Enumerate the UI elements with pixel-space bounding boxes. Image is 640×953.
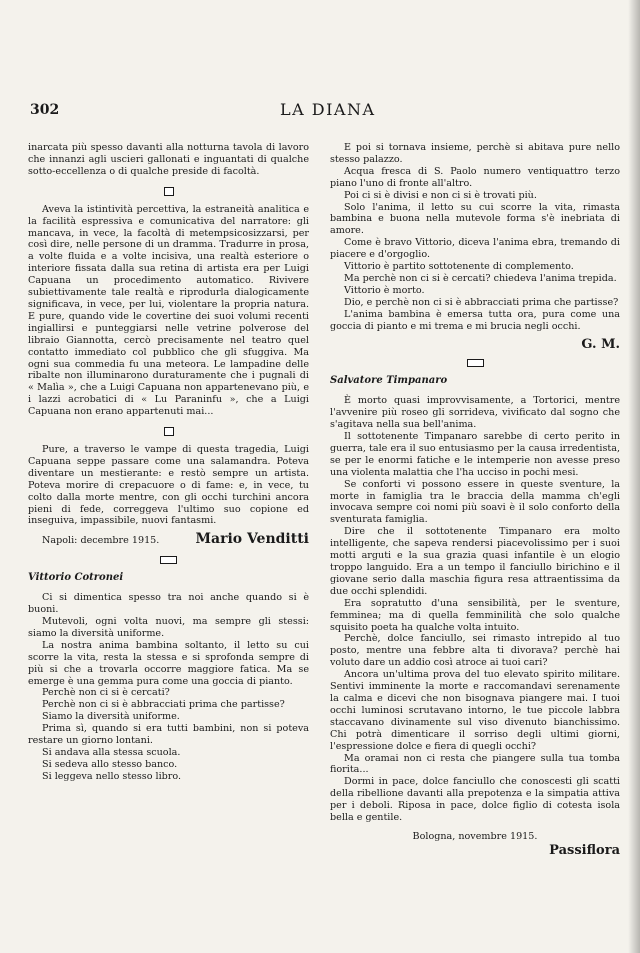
right-column — [330, 142, 620, 857]
paragraph: E poi si tornava insieme, perchè si abitava pure nello stesso palazzo. — [330, 142, 620, 165]
page-number: 302 — [30, 102, 60, 118]
section-divider-icon — [164, 427, 174, 436]
paragraph: Solo l'anima, il letto su cui scorre la vita, rimasta bambina e buona nella mutevole forma s'è inebriata di amore. — [330, 201, 620, 237]
paragraph: Ma perchè non ci si è cercati? chiedeva l'anima trepida. — [344, 272, 617, 284]
verse-line: Siamo la diversità uniforme. — [42, 711, 180, 723]
author-signature: Mario Venditti — [195, 531, 309, 548]
page-edge-shadow — [628, 0, 640, 953]
author-signature: G. M. — [581, 336, 620, 352]
paragraph: È morto quasi improvvisamente, a Tortorici, mentre l'avvenire più roseo gli sorrideva, vivificato dal sogno che s'agitava nella sua bell'anima. — [330, 395, 620, 431]
verse-line: Si andava alla stessa scuola. — [42, 746, 181, 758]
paragraph: Prima sì, quando si era tutti bambini, non si poteva restare un giorno lontani. — [28, 723, 309, 747]
paragraph: Ancora un'ultima prova del tuo elevato spirito militare. Sentivi imminente la morte e raccomandavi serenamente la calma e dicevi che non bisognava piangere mai. I tuoi occhi luminosi scrutavano intorno, le tue piccole labbra staccavano divinamente sul viso divenuto bianchissimo. Chi potrà dimenticare il sorriso degli ultimi giorni, l'espressione dolce e fiera di quegli occhi? — [330, 669, 620, 752]
paragraph: Come è bravo Vittorio, diceva l'anima ebra, tremando di piacere e d'orgoglio. — [330, 237, 620, 261]
paragraph: Se conforti vi possono essere in queste sventure, la morte in famiglia tra le braccia della mamma ch'egli invocava sempre coi nomi più soavi è il solo conforto della sventurata famiglia. — [330, 478, 620, 526]
left-column — [28, 142, 309, 783]
paragraph: Il sottotenente Timpanaro sarebbe di certo perito in guerra, tale era il suo entusiasmo per la causa irredentista, se per le enormi fatiche e le intemperie non avesse preso una violenta malattia che l'ha ucciso in pochi mesi. — [330, 431, 620, 478]
paragraph: La nostra anima bambina soltanto, il letto su cui scorre la vita, resta la stessa e si sprofonda sempre di più si che a trovarla occorre maggiore fatica. Ma se emerge è una gemma pura come una goccia di pianto. — [28, 639, 309, 687]
paragraph: Aveva la istintività percettiva, la estraneità analitica e la facilità espressiva e comunicativa del narratore: gli mancava, in vece, la facoltà di metempsicosizzarsi, per così dire, nelle persone di un dramma. Tradurre in prosa, a volte fluida e a volte incisiva, una realtà esteriore o interiore fissata dalla sua retina di artista era per Luigi Capuana un procedimento automatico. Rivivere subiettivamente tale realtà e riprodurla dialogicamente significava, in vece, per lui, violentare la propria natura. E pure, quando vide le covertine dei suoi volumi recenti ingiallirsi e punteggiarsi nelle vetrine polverose del libraio Giannotta, cercò precisamente nel teatro quel contatto immediato col pubblico che gli sfuggiva. Ma ogni sua commedia fu una meteora. Le lampadine delle ribalte non illuminarono duraturamente che i pugnali di « Malìa », che a Luigi Capuana non appartenevano più, e i lazzi acrobatici di « Lu Paraninfu », che a Luigi Capuana non erano appartenuti mai... — [28, 203, 309, 418]
page-header — [0, 100, 640, 124]
verse-line: Si leggeva nello stesso libro. — [42, 770, 182, 782]
section-title: Salvatore Timpanaro — [330, 375, 448, 387]
section-title: Vittorio Cotronei — [28, 572, 124, 584]
paragraph: Mutevoli, ogni volta nuovi, ma sempre gli stessi: siamo la diversità uniforme. — [28, 616, 309, 639]
article-dateline — [28, 531, 309, 548]
paragraph: Dormi in pace, dolce fanciullo che conoscesti gli scatti della ribellione davanti alla prepotenza e la simpatia attiva per i deboli. Riposa in pace, dolce figlio di cotesta isola bella e gentile. — [330, 776, 620, 824]
paragraph: L'anima bambina è emersa tutta ora, pura come una goccia di pianto e mi trema e mi brucia negli occhi. — [330, 308, 620, 332]
author-signature: Passiflora — [549, 842, 620, 858]
verse-line: Perchè non ci si è cercati? — [42, 687, 170, 699]
paragraph: Vittorio è partito sottotenente di complemento. — [344, 261, 574, 273]
paragraph: Vittorio è morto. — [344, 284, 425, 296]
section-divider-icon — [164, 187, 174, 196]
paragraph: Poi ci si è divisi e non ci si è trovati più. — [344, 189, 537, 201]
paragraph: Pure, a traverso le vampe di questa tragedia, Luigi Capuana seppe passare come una salamandra. Poteva diventare un mestierante: e restò sempre un artista. Poteva morire di crepacuore o di fame: e, in vece, tu colto dalla morte mentre, con gli occhi turchini ancora pieni di fede, correggeva l'ultimo suo copione ed inseguiva, impassibile, nuovi fantasmi. — [28, 444, 309, 527]
section-divider-icon — [467, 359, 484, 367]
date-place: Napoli: decembre 1915. — [42, 535, 160, 547]
paragraph: Ci si dimentica spesso tra noi anche quando si è buoni. — [28, 592, 309, 616]
section-divider-icon — [160, 556, 177, 564]
date-place: Bologna, novembre 1915. — [412, 830, 538, 842]
paragraph: Perchè, dolce fanciullo, sei rimasto intrepido al tuo posto, mentre una febbre alta ti divorava? perchè hai voluto dare un addio così atroce ai tuoi cari? — [330, 633, 620, 669]
paragraph: Era sopratutto d'una sensibilità, per le sventure, femminea; ma di quella femminilità che solo qualche squisito poeta ha qualche volta intuito. — [330, 597, 620, 633]
paragraph: Dire che il sottotenente Timpanaro era molto intelligente, che sapeva rendersi piacevolissimo per i suoi motti arguti e la sua grazia quasi infantile è un elogio troppo languido. Era a un tempo il fanciullo birichino e il giovane serio dalla maschia figura resa attraentissima da due occhi splendidi. — [330, 526, 620, 597]
journal-title: LA DIANA — [280, 100, 376, 119]
paragraph: Ma oramai non ci resta che piangere sulla tua tomba fiorita... — [330, 752, 620, 776]
paragraph: inarcata più spesso davanti alla notturna tavola di lavoro che innanzi agli uscieri gallonati e inguantati di qualche sotto-eccellenza o di qualche preside di facoltà. — [28, 142, 309, 177]
verse-line: Si sedeva allo stesso banco. — [42, 758, 178, 770]
verse-line: Perchè non ci si è abbracciati prima che partisse? — [42, 699, 285, 711]
paragraph: Acqua fresca di S. Paolo numero ventiquattro terzo piano l'uno di fronte all'altro. — [330, 165, 620, 189]
paragraph: Dio, e perchè non ci si è abbracciati prima che partisse? — [344, 296, 619, 308]
